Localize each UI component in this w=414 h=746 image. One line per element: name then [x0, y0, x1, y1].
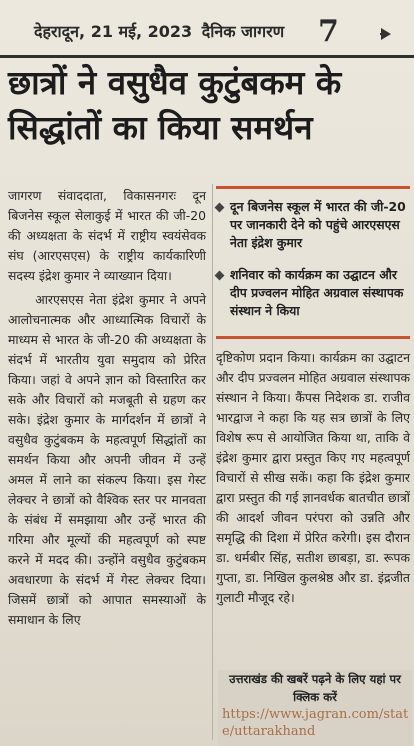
column-divider — [212, 184, 213, 740]
article-paragraph: दृष्टिकोण प्रदान किया। कार्यक्रम का उद्घाटन और दीप प्रज्वलन मोहित अग्रवाल संस्थापक संस्थान ने किया। कैंपस निदेशक डा. राजीव भारद्वाज ने कहा कि यह सत्र छात्रों के लिए विशेष रूप से आयोजित किया था, ताकि वे इंद्रेश कुमार द्वारा प्रस्तुत किए गए महत्वपूर्ण विचारों से सीख सकें। कहा कि इंद्रेश कुमार द्वारा प्रस्तुत की गई ज्ञानवर्धक बातचीत छात्रों की आदर्श जीवन परंपरा को उन्नति और समृद्धि की दिशा में प्रेरित करेगी। इस दौरान डा. धर्मबीर सिंह, सतीश छाबड़ा, डा. रूपक गुप्ता, डा. निखिल कुलश्रेष्ठ और डा. इंद्रजीत गुलाटी मौजूद रहे। — [216, 350, 410, 605]
article-column-left — [8, 186, 206, 630]
article-column-right — [216, 348, 410, 608]
dateline-text: देहरादून, 21 मई, 2023 — [34, 22, 193, 41]
highlight-text: दून बिजनेस स्कूल में भारत की जी-20 पर जानकारी देने को पहुंचे आरएसएस नेता इंद्रेश कुमार — [230, 199, 406, 250]
paper-name: दैनिक जागरण — [201, 22, 285, 41]
page-number: 7 — [318, 14, 339, 49]
dateline — [34, 20, 284, 42]
article-paragraph: आरएसएस नेता इंद्रेश कुमार ने अपने आलोचनात्मक और आध्यात्मिक विचारों के माध्यम से भारत के जी-20 की अध्यक्षता के संदर्भ में भारतीय युवा समुदाय को प्रेरित किया। जहां वे अपने ज्ञान को विस्तारित कर सके और विचारों को मजबूती से ग्रहण कर सके। इंद्रेश कुमार के मार्गदर्शन में छात्रों ने वसुधैव कुटुंबकम के महत्वपूर्ण सिद्धांतों का समर्थन किया और अपनी जीवन में उन्हें अमल में लाने का संकल्प किया। इस गेस्ट लेक्चर ने छात्रों को वैश्विक स्तर पर मानवता के संबंध में समझाया और उन्हें भारत की गरिमा और मूल्यों की महत्वपूर्ण को स्पष्ट करने में मदद की। उन्होंने वसुधैव कुटुंबकम अवधारणा के संदर्भ में गेस्ट लेक्चर दिया। जिसमें छात्रों को आपात समस्याओं के समाधान के लिए — [8, 292, 206, 627]
highlight-rule — [216, 336, 410, 339]
article-headline: छात्रों ने वसुधैव कुटुंबकम के सिद्धांतों का किया समर्थन — [8, 63, 342, 147]
promo-message: उत्तराखंड की खबरें पढ़ने के लिए यहां पर क्लिक करें — [229, 672, 401, 704]
highlight-text: शनिवार को कार्यक्रम का उद्घाटन और दीप प्रज्वलन मोहित अग्रवाल संस्थापक संस्थान ने किया — [230, 267, 404, 318]
header-rule — [0, 55, 414, 58]
highlights-box — [216, 186, 410, 326]
promo-box[interactable] — [218, 670, 412, 746]
promo-link[interactable]: https://www.jagran.com/state/uttarakhand — [222, 707, 409, 739]
leaf-icon — [378, 26, 394, 42]
article-paragraph: जागरण संवाददाता, विकासनगरः दून बिजनेस स्कूल सेलाकुई में भारत की जी-20 की अध्यक्षता के संदर्भ में राष्ट्रीय स्वयंसेवक संघ (आरएसएस) के राष्ट्रीय कार्यकारिणी सदस्य इंद्रेश कुमार ने व्याख्यान दिया। — [8, 188, 206, 283]
highlight-rule — [216, 186, 410, 189]
bullet-icon — [215, 271, 225, 281]
page-header — [0, 6, 414, 52]
bullet-icon — [215, 203, 225, 213]
